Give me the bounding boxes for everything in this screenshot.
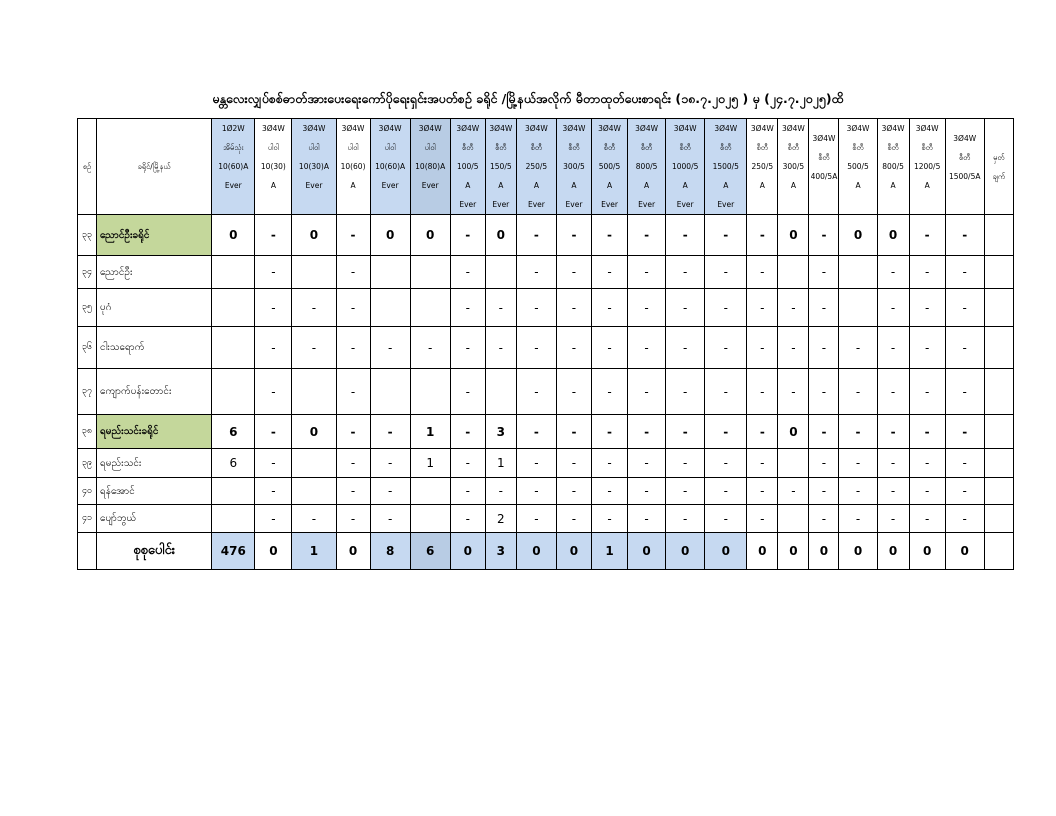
row-cell: -: [336, 256, 370, 289]
row-cell: 0: [292, 215, 336, 256]
total-cell: 0: [705, 533, 747, 570]
header-remark: မှတ် ချက်: [984, 119, 1013, 215]
row-cell: -: [556, 289, 591, 327]
row-cell: [212, 289, 255, 327]
row-cell: [839, 256, 877, 289]
row-cell: -: [292, 289, 336, 327]
total-cell: 476: [212, 533, 255, 570]
total-cell: 0: [909, 533, 945, 570]
row-cell: -: [945, 289, 984, 327]
row-remark: [984, 478, 1013, 505]
row-cell: -: [516, 505, 556, 533]
row-cell: -: [336, 289, 370, 327]
row-cell: 6: [212, 415, 255, 449]
header-meter-type: 3Ø4W စီတီ 500/5 A Ever: [592, 119, 628, 215]
total-cell: 1: [592, 533, 628, 570]
row-cell: -: [747, 505, 778, 533]
row-cell: -: [628, 505, 666, 533]
row-cell: -: [809, 215, 839, 256]
total-cell: 0: [556, 533, 591, 570]
row-cell: -: [877, 478, 909, 505]
header-meter-type: 3Ø4W စီတီ 1000/5 A Ever: [666, 119, 705, 215]
row-cell: -: [747, 449, 778, 478]
row-cell: [485, 369, 516, 415]
row-cell: -: [485, 327, 516, 369]
row-cell: [778, 505, 809, 533]
row-cell: [370, 256, 410, 289]
row-cell: -: [628, 478, 666, 505]
row-cell: 1: [410, 415, 450, 449]
row-cell: -: [877, 327, 909, 369]
row-cell: -: [516, 327, 556, 369]
row-cell: [410, 369, 450, 415]
row-cell: -: [592, 256, 628, 289]
row-cell: -: [839, 478, 877, 505]
row-sn: ၄၀: [78, 478, 97, 505]
row-cell: -: [255, 478, 292, 505]
row-cell: -: [809, 449, 839, 478]
row-cell: -: [778, 478, 809, 505]
total-cell: 1: [292, 533, 336, 570]
row-cell: -: [336, 505, 370, 533]
row-cell: -: [747, 415, 778, 449]
total-cell: 0: [778, 533, 809, 570]
row-cell: -: [255, 256, 292, 289]
row-cell: -: [628, 449, 666, 478]
total-cell: 0: [839, 533, 877, 570]
row-cell: -: [877, 505, 909, 533]
row-cell: -: [592, 289, 628, 327]
row-cell: -: [778, 369, 809, 415]
row-cell: -: [809, 478, 839, 505]
township-row: [78, 369, 1014, 415]
row-cell: -: [778, 327, 809, 369]
row-cell: -: [945, 256, 984, 289]
row-cell: -: [809, 369, 839, 415]
total-cell: 8: [370, 533, 410, 570]
row-cell: [778, 256, 809, 289]
row-cell: 0: [410, 215, 450, 256]
row-cell: [292, 449, 336, 478]
row-cell: [212, 256, 255, 289]
row-cell: -: [336, 327, 370, 369]
row-cell: -: [336, 215, 370, 256]
row-cell: -: [370, 415, 410, 449]
header-meter-type: 3Ø4W စီတီ 400/5A: [809, 119, 839, 215]
row-cell: -: [705, 415, 747, 449]
row-cell: -: [255, 415, 292, 449]
header-meter-type: 3Ø4W ပါဝါ 10(30)A Ever: [292, 119, 336, 215]
row-cell: -: [666, 215, 705, 256]
row-cell: [292, 256, 336, 289]
row-cell: -: [450, 505, 485, 533]
row-cell: -: [809, 289, 839, 327]
total-cell: 0: [516, 533, 556, 570]
row-cell: -: [370, 505, 410, 533]
row-cell: -: [666, 505, 705, 533]
total-cell: 6: [410, 533, 450, 570]
row-cell: 0: [778, 215, 809, 256]
row-cell: -: [450, 415, 485, 449]
header-meter-type: 3Ø4W စီတီ 800/5 A: [877, 119, 909, 215]
total-cell: 0: [945, 533, 984, 570]
row-remark: [984, 369, 1013, 415]
row-cell: -: [255, 505, 292, 533]
row-cell: -: [336, 478, 370, 505]
row-cell: -: [556, 215, 591, 256]
row-sn: ၃၈: [78, 415, 97, 449]
row-cell: -: [666, 256, 705, 289]
row-cell: -: [909, 369, 945, 415]
row-cell: [410, 505, 450, 533]
header-meter-type: 3Ø4W စီတီ 300/5 A: [778, 119, 809, 215]
row-cell: -: [556, 256, 591, 289]
row-cell: [212, 478, 255, 505]
row-name: ရန်အောင်: [97, 478, 212, 505]
row-cell: -: [705, 215, 747, 256]
row-cell: [778, 449, 809, 478]
township-row: [78, 256, 1014, 289]
row-remark: [984, 415, 1013, 449]
row-cell: -: [628, 327, 666, 369]
row-cell: -: [628, 289, 666, 327]
row-cell: -: [255, 327, 292, 369]
row-cell: 0: [370, 215, 410, 256]
row-cell: -: [556, 415, 591, 449]
header-meter-type: 3Ø4W စီတီ 1500/5A: [945, 119, 984, 215]
total-label: စုစုပေါင်း: [97, 533, 212, 570]
row-cell: -: [747, 256, 778, 289]
header-meter-type: 3Ø4W စီတီ 250/5 A: [747, 119, 778, 215]
row-cell: -: [255, 289, 292, 327]
row-cell: -: [909, 478, 945, 505]
header-meter-type: 3Ø4W ပါဝါ 10(60)A Ever: [370, 119, 410, 215]
row-cell: [839, 289, 877, 327]
row-cell: -: [556, 369, 591, 415]
row-cell: -: [747, 289, 778, 327]
row-cell: -: [747, 478, 778, 505]
row-cell: -: [292, 505, 336, 533]
header-meter-type: 3Ø4W စီတီ 500/5 A: [839, 119, 877, 215]
total-cell: 0: [450, 533, 485, 570]
row-cell: -: [877, 256, 909, 289]
header-sn: စဉ်: [78, 119, 97, 215]
row-cell: [212, 505, 255, 533]
township-row: [78, 505, 1014, 533]
row-cell: -: [370, 478, 410, 505]
row-sn: ၃၉: [78, 449, 97, 478]
row-cell: [212, 327, 255, 369]
district-row: [78, 215, 1014, 256]
row-cell: -: [592, 505, 628, 533]
row-cell: -: [336, 369, 370, 415]
row-name: ပျော်ဘွယ်: [97, 505, 212, 533]
township-row: [78, 478, 1014, 505]
row-name: ရမည်းသင်း: [97, 449, 212, 478]
row-cell: -: [592, 449, 628, 478]
row-cell: -: [705, 369, 747, 415]
header-meter-type: 3Ø4W စီတီ 100/5 A Ever: [450, 119, 485, 215]
row-cell: [370, 289, 410, 327]
row-cell: -: [485, 478, 516, 505]
page-title: မန္တလေးလျှပ်စစ်ဓာတ်အားပေးရေးကော်ပိုရေးရှင်းအပတ်စဉ် ခရိုင် /မြို့နယ်အလိုက် မီတာထုတ်ပေးစာရင်း (၁၈.၇.၂၀၂၅ ) မှ (၂၄.၇.၂၀၂၅)ထိ: [212, 91, 844, 106]
row-remark: [984, 215, 1013, 256]
row-cell: [410, 289, 450, 327]
row-cell: -: [666, 449, 705, 478]
row-remark: [984, 327, 1013, 369]
township-row: [78, 449, 1014, 478]
row-cell: -: [778, 289, 809, 327]
row-cell: -: [450, 215, 485, 256]
header-meter-type: 3Ø4W ပါဝါ 10(30) A: [255, 119, 292, 215]
row-cell: -: [666, 478, 705, 505]
row-cell: -: [809, 505, 839, 533]
row-cell: -: [809, 327, 839, 369]
row-cell: -: [705, 327, 747, 369]
row-cell: -: [839, 369, 877, 415]
row-name: ကျောက်ပန်းတောင်း: [97, 369, 212, 415]
total-cell: 0: [255, 533, 292, 570]
total-row: [78, 533, 1014, 570]
row-remark: [984, 449, 1013, 478]
header-name: ခရိုင်/မြို့နယ်: [97, 119, 212, 215]
row-cell: -: [592, 327, 628, 369]
row-name: ပုဂံ: [97, 289, 212, 327]
row-cell: -: [839, 327, 877, 369]
row-cell: -: [666, 369, 705, 415]
row-cell: -: [945, 505, 984, 533]
row-cell: 1: [410, 449, 450, 478]
row-cell: -: [666, 327, 705, 369]
row-cell: -: [592, 478, 628, 505]
row-cell: -: [556, 505, 591, 533]
row-cell: [370, 369, 410, 415]
header-meter-type: 3Ø4W ပါဝါ 10(80)A Ever: [410, 119, 450, 215]
district-row: [78, 415, 1014, 449]
row-cell: 0: [839, 215, 877, 256]
row-cell: [292, 369, 336, 415]
row-cell: -: [945, 415, 984, 449]
row-cell: -: [839, 505, 877, 533]
row-cell: 3: [485, 415, 516, 449]
row-name: ညောင်ဦး: [97, 256, 212, 289]
header-meter-type: 1Ø2W အိမ်သုံး 10(60)A Ever: [212, 119, 255, 215]
row-cell: -: [945, 369, 984, 415]
row-cell: -: [516, 256, 556, 289]
row-cell: -: [450, 256, 485, 289]
township-row: [78, 327, 1014, 369]
row-sn: ၃၆: [78, 327, 97, 369]
row-cell: -: [945, 327, 984, 369]
row-cell: -: [909, 505, 945, 533]
header-meter-type: 3Ø4W စီတီ 150/5 A Ever: [485, 119, 516, 215]
row-cell: [410, 256, 450, 289]
row-cell: -: [516, 478, 556, 505]
row-cell: -: [809, 256, 839, 289]
row-cell: -: [592, 215, 628, 256]
row-cell: -: [485, 289, 516, 327]
row-cell: -: [516, 369, 556, 415]
row-cell: -: [945, 215, 984, 256]
row-cell: -: [705, 478, 747, 505]
row-cell: -: [628, 215, 666, 256]
row-cell: -: [450, 478, 485, 505]
total-cell: 3: [485, 533, 516, 570]
row-cell: -: [877, 449, 909, 478]
row-cell: [410, 478, 450, 505]
total-cell: 0: [747, 533, 778, 570]
row-cell: -: [747, 215, 778, 256]
row-cell: -: [370, 449, 410, 478]
row-sn: ၃၃: [78, 215, 97, 256]
row-cell: -: [292, 327, 336, 369]
row-cell: -: [666, 415, 705, 449]
row-cell: -: [592, 415, 628, 449]
row-cell: -: [450, 289, 485, 327]
row-cell: 0: [485, 215, 516, 256]
row-cell: -: [255, 449, 292, 478]
row-cell: -: [450, 449, 485, 478]
row-cell: -: [909, 215, 945, 256]
township-row: [78, 289, 1014, 327]
row-cell: -: [705, 256, 747, 289]
header-row: [78, 119, 1014, 215]
row-cell: -: [556, 449, 591, 478]
row-cell: -: [666, 289, 705, 327]
row-cell: -: [839, 415, 877, 449]
row-cell: -: [516, 415, 556, 449]
row-cell: -: [516, 449, 556, 478]
row-cell: -: [909, 415, 945, 449]
header-meter-type: 3Ø4W ပါဝါ 10(60) A: [336, 119, 370, 215]
total-sn: [78, 533, 97, 570]
row-sn: ၃၇: [78, 369, 97, 415]
row-cell: -: [516, 215, 556, 256]
row-sn: ၃၅: [78, 289, 97, 327]
row-cell: -: [255, 369, 292, 415]
row-cell: 1: [485, 449, 516, 478]
row-name: ငါးသရောက်: [97, 327, 212, 369]
row-cell: -: [628, 369, 666, 415]
row-cell: -: [628, 256, 666, 289]
row-cell: -: [877, 415, 909, 449]
row-cell: -: [747, 369, 778, 415]
row-cell: -: [556, 327, 591, 369]
row-cell: -: [945, 478, 984, 505]
row-cell: -: [336, 415, 370, 449]
row-sn: ၄၁: [78, 505, 97, 533]
row-cell: [485, 256, 516, 289]
row-cell: 0: [292, 415, 336, 449]
meter-issuance-table: [77, 118, 1014, 570]
row-remark: [984, 505, 1013, 533]
header-meter-type: 3Ø4W စီတီ 300/5 A Ever: [556, 119, 591, 215]
row-cell: 0: [778, 415, 809, 449]
total-cell: 0: [628, 533, 666, 570]
row-cell: -: [909, 449, 945, 478]
row-name: ရမည်းသင်းခရိုင်: [97, 415, 212, 449]
row-cell: 0: [212, 215, 255, 256]
row-cell: -: [909, 327, 945, 369]
row-remark: [984, 289, 1013, 327]
row-cell: -: [839, 449, 877, 478]
row-remark: [984, 256, 1013, 289]
row-cell: -: [877, 369, 909, 415]
total-cell: 0: [809, 533, 839, 570]
header-meter-type: 3Ø4W စီတီ 1200/5 A: [909, 119, 945, 215]
row-cell: -: [336, 449, 370, 478]
row-cell: -: [370, 327, 410, 369]
row-cell: -: [877, 289, 909, 327]
row-cell: [292, 478, 336, 505]
header-meter-type: 3Ø4W စီတီ 1500/5 A Ever: [705, 119, 747, 215]
total-cell: 0: [336, 533, 370, 570]
row-cell: -: [410, 327, 450, 369]
row-cell: -: [747, 327, 778, 369]
row-cell: -: [516, 289, 556, 327]
total-remark: [984, 533, 1013, 570]
row-cell: -: [556, 478, 591, 505]
row-sn: ၃၄: [78, 256, 97, 289]
header-meter-type: 3Ø4W စီတီ 250/5 A Ever: [516, 119, 556, 215]
row-cell: -: [628, 415, 666, 449]
row-cell: -: [450, 327, 485, 369]
row-cell: -: [450, 369, 485, 415]
header-meter-type: 3Ø4W စီတီ 800/5 A Ever: [628, 119, 666, 215]
total-cell: 0: [877, 533, 909, 570]
row-cell: -: [909, 289, 945, 327]
row-name: ညောင်ဦးခရိုင်: [97, 215, 212, 256]
total-cell: 0: [666, 533, 705, 570]
row-cell: -: [255, 215, 292, 256]
row-cell: 2: [485, 505, 516, 533]
row-cell: -: [705, 449, 747, 478]
row-cell: [212, 369, 255, 415]
row-cell: -: [705, 505, 747, 533]
row-cell: 0: [877, 215, 909, 256]
row-cell: 6: [212, 449, 255, 478]
row-cell: -: [705, 289, 747, 327]
row-cell: -: [592, 369, 628, 415]
row-cell: -: [809, 415, 839, 449]
row-cell: -: [945, 449, 984, 478]
row-cell: -: [909, 256, 945, 289]
